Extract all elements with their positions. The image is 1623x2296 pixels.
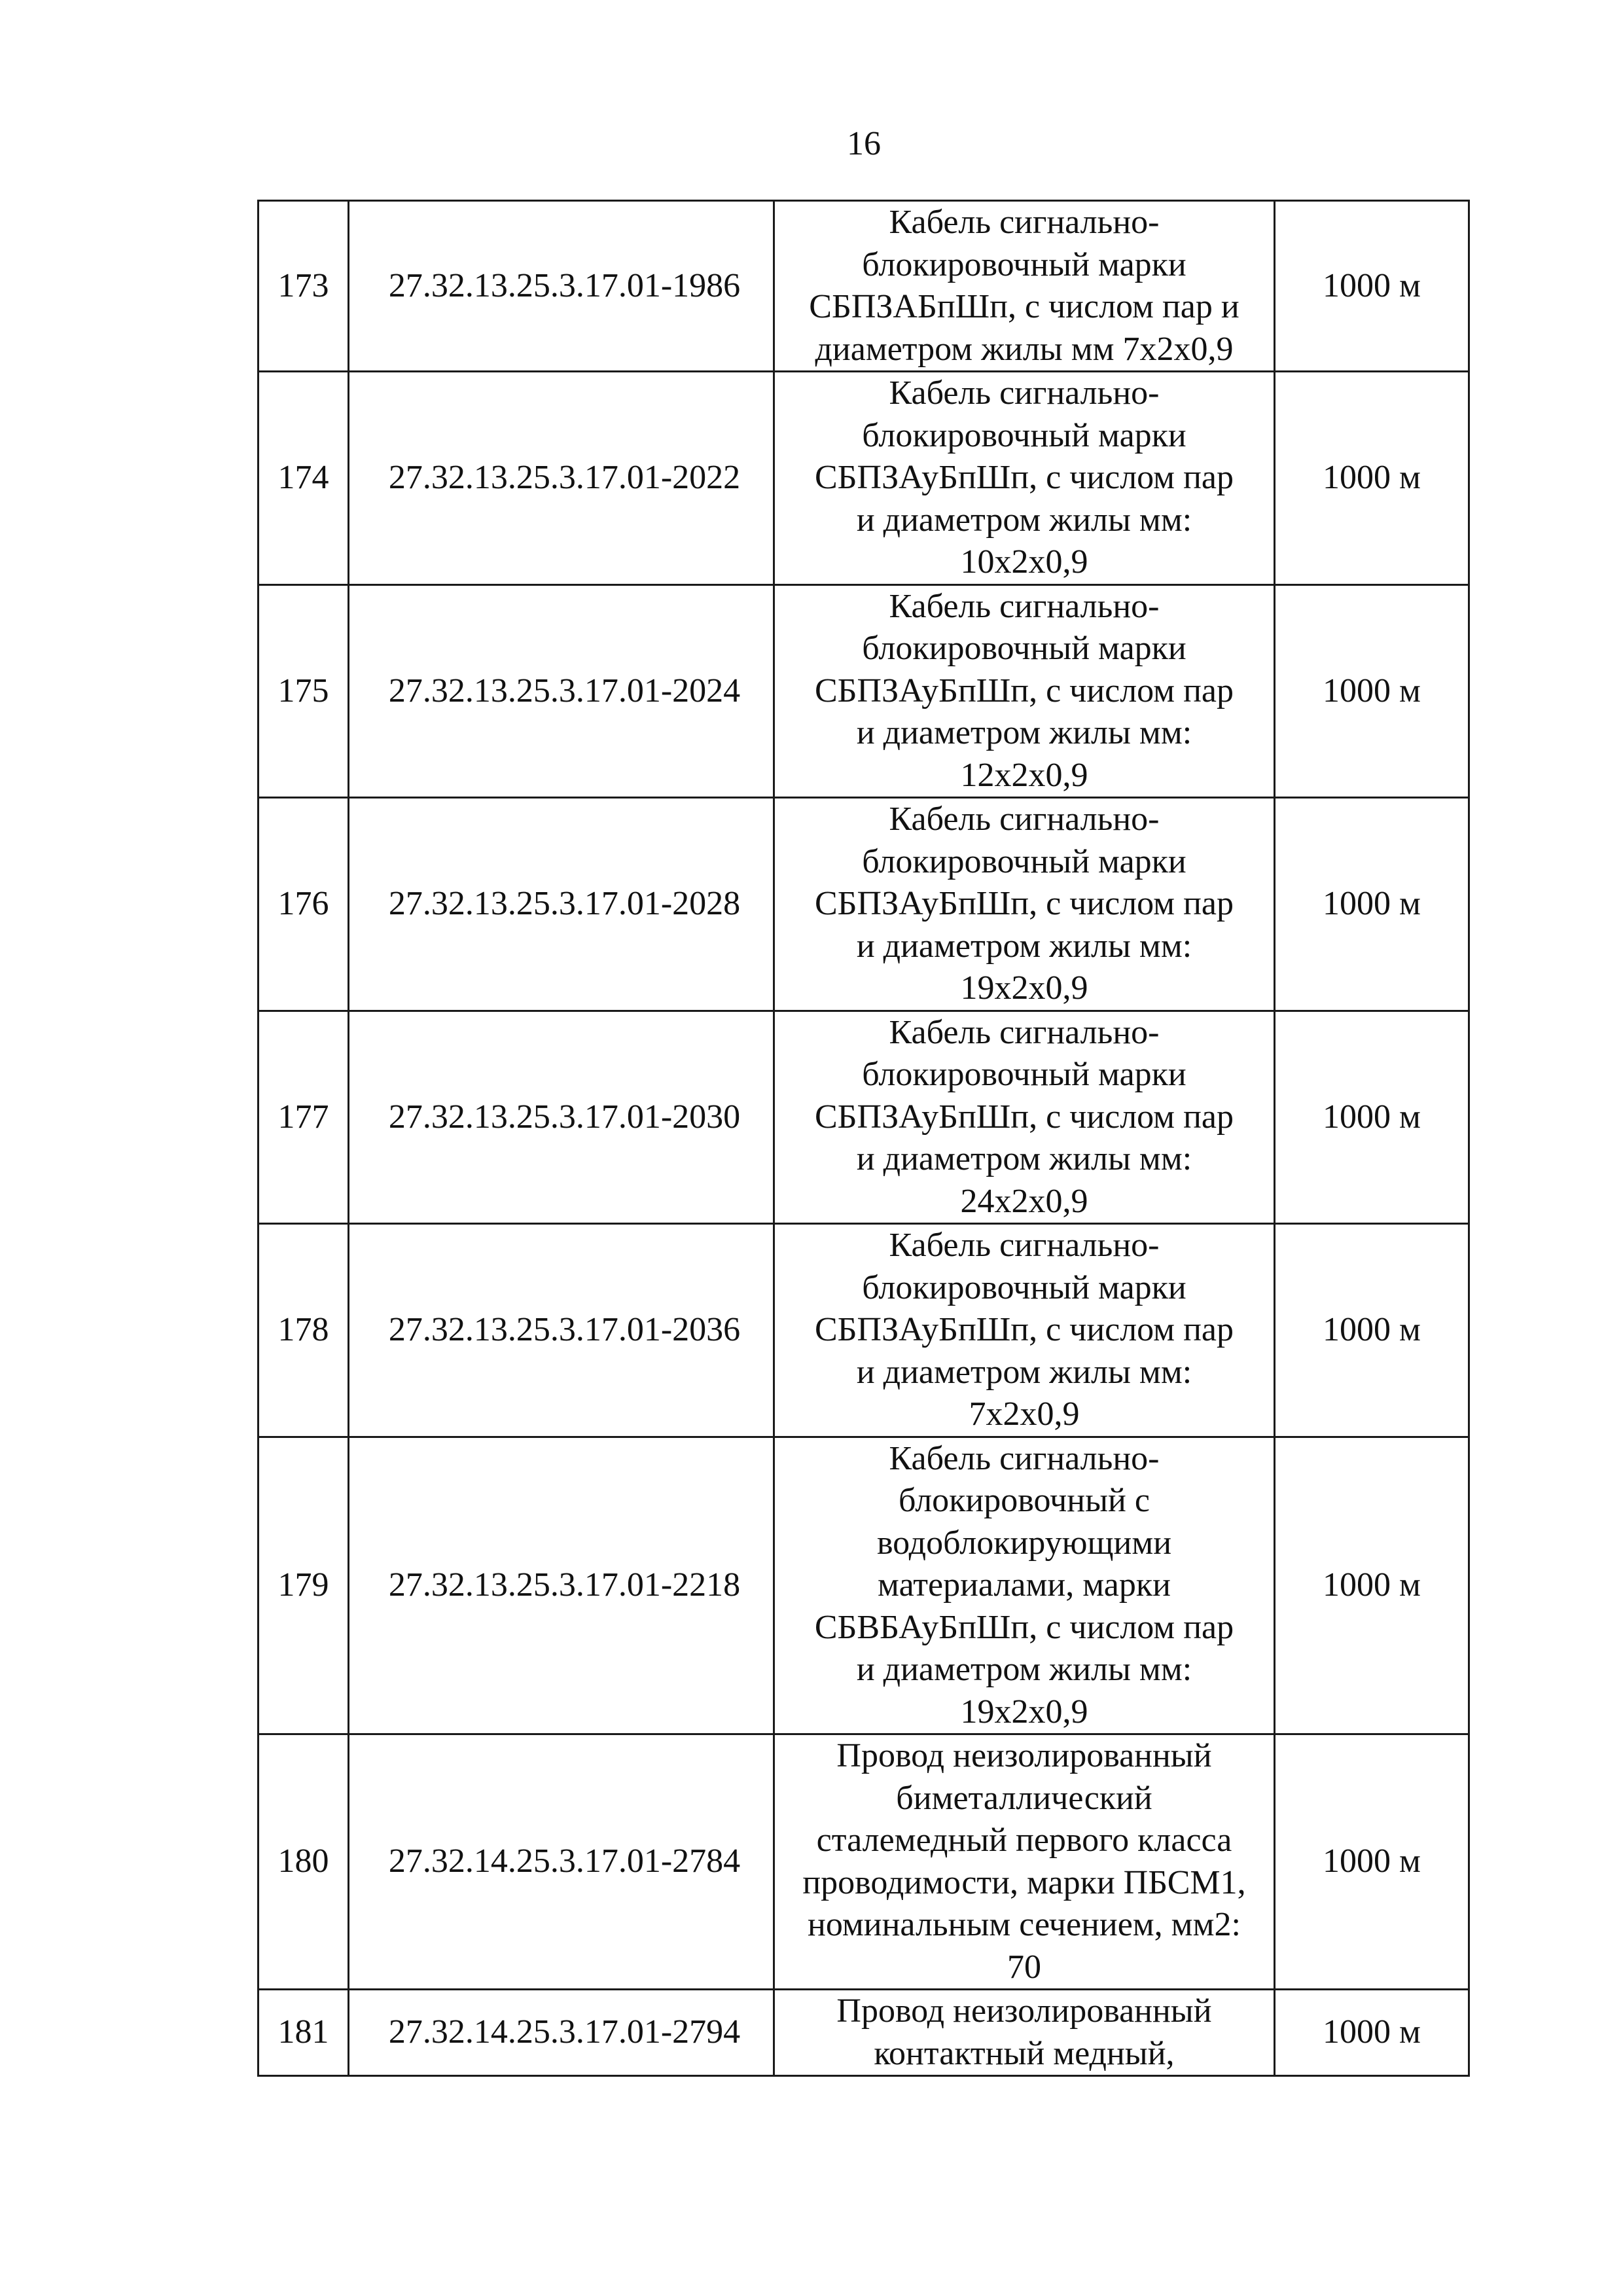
description-line: блокировочный марки bbox=[862, 842, 1186, 880]
row-unit: 1000 м bbox=[1275, 1734, 1469, 1990]
row-number: 176 bbox=[259, 798, 349, 1011]
description-line: Кабель сигнально- bbox=[889, 800, 1160, 838]
description-line: биметаллический bbox=[896, 1779, 1152, 1817]
row-unit: 1000 м bbox=[1275, 798, 1469, 1011]
table-row bbox=[259, 1224, 1469, 1437]
description-line: контактный медный, bbox=[874, 2034, 1175, 2072]
description-line: СБВБАуБпШп, с числом пар bbox=[814, 1608, 1234, 1646]
description-line: Кабель сигнально- bbox=[889, 1013, 1160, 1051]
row-description bbox=[774, 1734, 1275, 1990]
description-line: 70 bbox=[1007, 1948, 1041, 1986]
description-line: и диаметром жилы мм: bbox=[856, 714, 1192, 751]
description-line: материалами, марки bbox=[878, 1566, 1171, 1604]
table-row bbox=[259, 1990, 1469, 2076]
row-code: 27.32.13.25.3.17.01-2218 bbox=[349, 1437, 774, 1734]
row-unit: 1000 м bbox=[1275, 1224, 1469, 1437]
table-body bbox=[259, 201, 1469, 2076]
description-line: СБПЗАБпШп, с числом пар и bbox=[809, 288, 1240, 325]
row-code: 27.32.14.25.3.17.01-2794 bbox=[349, 1990, 774, 2076]
row-unit: 1000 м bbox=[1275, 584, 1469, 798]
row-number: 179 bbox=[259, 1437, 349, 1734]
description-line: блокировочный с bbox=[899, 1482, 1150, 1519]
row-unit: 1000 м bbox=[1275, 1990, 1469, 2076]
description-line: СБПЗАуБпШп, с числом пар bbox=[815, 672, 1234, 709]
description-line: блокировочный марки bbox=[862, 245, 1186, 283]
row-description bbox=[774, 584, 1275, 798]
description-line: СБПЗАуБпШп, с числом пар bbox=[815, 1311, 1234, 1348]
description-line: блокировочный марки bbox=[862, 1268, 1186, 1306]
description-line: 19х2х0,9 bbox=[960, 1693, 1088, 1731]
description-line: Кабель сигнально- bbox=[889, 587, 1160, 625]
table-row bbox=[259, 1011, 1469, 1224]
description-line: 7х2х0,9 bbox=[969, 1395, 1080, 1433]
table-row bbox=[259, 798, 1469, 1011]
table-row bbox=[259, 201, 1469, 372]
row-code: 27.32.13.25.3.17.01-2028 bbox=[349, 798, 774, 1011]
table-row bbox=[259, 372, 1469, 585]
row-number: 173 bbox=[259, 201, 349, 372]
row-code: 27.32.13.25.3.17.01-2030 bbox=[349, 1011, 774, 1224]
row-code: 27.32.13.25.3.17.01-2036 bbox=[349, 1224, 774, 1437]
row-code: 27.32.13.25.3.17.01-2024 bbox=[349, 584, 774, 798]
row-description bbox=[774, 1990, 1275, 2076]
description-line: 12х2х0,9 bbox=[960, 756, 1088, 794]
description-line: номинальным сечением, мм2: bbox=[808, 1906, 1241, 1943]
description-line: Кабель сигнально- bbox=[889, 374, 1160, 412]
description-line: и диаметром жилы мм: bbox=[856, 1140, 1192, 1177]
row-description bbox=[774, 1224, 1275, 1437]
description-line: 24х2х0,9 bbox=[960, 1182, 1088, 1220]
row-description bbox=[774, 201, 1275, 372]
row-unit: 1000 м bbox=[1275, 372, 1469, 585]
description-line: Провод неизолированный bbox=[836, 1737, 1212, 1774]
row-description bbox=[774, 1011, 1275, 1224]
row-description bbox=[774, 1437, 1275, 1734]
description-line: Кабель сигнально- bbox=[889, 1227, 1160, 1264]
row-number: 175 bbox=[259, 584, 349, 798]
row-unit: 1000 м bbox=[1275, 201, 1469, 372]
description-line: СБПЗАуБпШп, с числом пар bbox=[815, 1098, 1234, 1136]
row-code: 27.32.13.25.3.17.01-1986 bbox=[349, 201, 774, 372]
description-line: сталемедный первого класса bbox=[816, 1821, 1232, 1859]
description-line: и диаметром жилы мм: bbox=[856, 1353, 1192, 1391]
page-number: 16 bbox=[847, 125, 881, 162]
row-code: 27.32.13.25.3.17.01-2022 bbox=[349, 372, 774, 585]
description-line: проводимости, марки ПБСМ1, bbox=[802, 1863, 1246, 1901]
description-line: водоблокирующими bbox=[876, 1524, 1172, 1562]
description-line: и диаметром жилы мм: bbox=[856, 501, 1192, 539]
row-code: 27.32.14.25.3.17.01-2784 bbox=[349, 1734, 774, 1990]
description-line: СБПЗАуБпШп, с числом пар bbox=[815, 459, 1234, 496]
description-line: блокировочный марки bbox=[862, 416, 1186, 454]
table-row bbox=[259, 1734, 1469, 1990]
row-number: 180 bbox=[259, 1734, 349, 1990]
table-row bbox=[259, 584, 1469, 798]
row-number: 174 bbox=[259, 372, 349, 585]
description-line: Провод неизолированный bbox=[836, 1992, 1212, 2030]
description-line: блокировочный марки bbox=[862, 1056, 1186, 1093]
description-line: Кабель сигнально- bbox=[889, 204, 1160, 241]
description-line: СБПЗАуБпШп, с числом пар bbox=[815, 885, 1234, 922]
description-line: и диаметром жилы мм: bbox=[856, 1651, 1192, 1688]
description-line: 19х2х0,9 bbox=[960, 969, 1088, 1007]
row-description bbox=[774, 372, 1275, 585]
description-line: 10х2х0,9 bbox=[960, 543, 1088, 581]
row-unit: 1000 м bbox=[1275, 1437, 1469, 1734]
row-unit: 1000 м bbox=[1275, 1011, 1469, 1224]
materials-table bbox=[257, 200, 1470, 2077]
description-line: и диаметром жилы мм: bbox=[856, 927, 1192, 965]
row-number: 177 bbox=[259, 1011, 349, 1224]
description-line: Кабель сигнально- bbox=[889, 1439, 1160, 1477]
row-number: 181 bbox=[259, 1990, 349, 2076]
row-number: 178 bbox=[259, 1224, 349, 1437]
description-line: блокировочный марки bbox=[862, 630, 1186, 667]
table-row bbox=[259, 1437, 1469, 1734]
description-line: диаметром жилы мм 7х2х0,9 bbox=[815, 330, 1234, 368]
row-description bbox=[774, 798, 1275, 1011]
